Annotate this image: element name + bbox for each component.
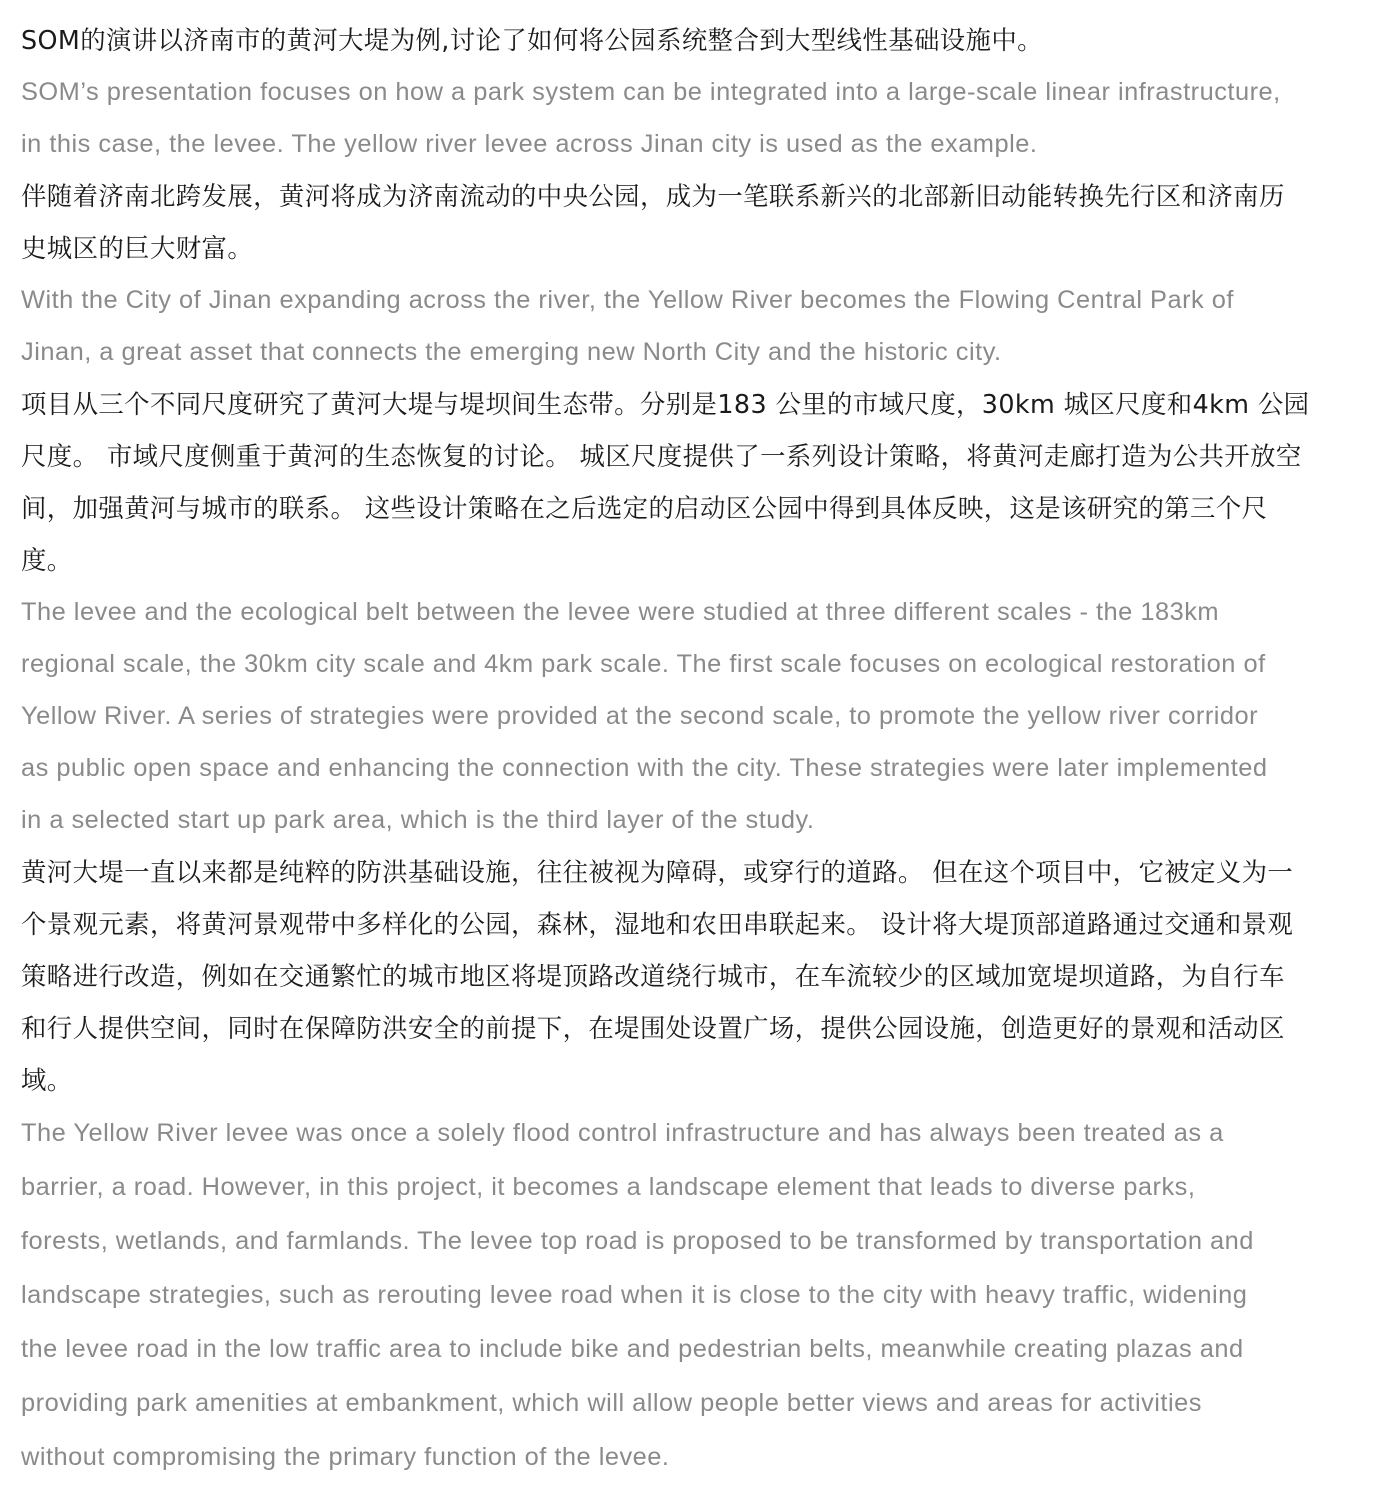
paragraph-2-english bbox=[21, 274, 1380, 378]
text-line: in a selected start up park area, which is the third layer of the study. bbox=[21, 806, 815, 834]
text-line: providing park amenities at embankment, which will allow people better views and areas for activities bbox=[21, 1389, 1202, 1417]
text-line: without compromising the primary function of the levee. bbox=[21, 1443, 670, 1471]
text-line: the levee road in the low traffic area to include bike and pedestrian belts, meanwhile creating plazas and bbox=[21, 1335, 1244, 1363]
text-line: With the City of Jinan expanding across the river, the Yellow River becomes the Flowing Central Park of bbox=[21, 286, 1234, 314]
text-line: SOM的演讲以济南市的黄河大堤为例,讨论了如何将公园系统整合到大型线性基础设施中。 bbox=[21, 25, 1043, 55]
text-line: landscape strategies, such as rerouting levee road when it is close to the city with heavy traffic, widening bbox=[21, 1281, 1248, 1309]
text-line: as public open space and enhancing the connection with the city. These strategies were later implemented bbox=[21, 754, 1268, 782]
text-line: Yellow River. A series of strategies were provided at the second scale, to promote the yellow river corridor bbox=[21, 702, 1259, 730]
paragraph-2-chinese bbox=[21, 170, 1380, 274]
text-line: 个景观元素，将黄河景观带中多样化的公园，森林，湿地和农田串联起来。 设计将大堤顶部道路通过交通和景观 bbox=[21, 909, 1294, 939]
paragraph-3-english bbox=[21, 586, 1380, 846]
text-line: 域。 bbox=[21, 1065, 73, 1095]
text-line: barrier, a road. However, in this project, it becomes a landscape element that leads to diverse parks, bbox=[21, 1173, 1196, 1201]
text-line: in this case, the levee. The yellow river levee across Jinan city is used as the example. bbox=[21, 130, 1038, 158]
paragraph-4-chinese bbox=[21, 846, 1380, 1106]
text-line: Jinan, a great asset that connects the emerging new North City and the historic city. bbox=[21, 338, 1002, 366]
text-line: 间，加强黄河与城市的联系。 这些设计策略在之后选定的启动区公园中得到具体反映，这是该研究的第三个尺 bbox=[21, 493, 1268, 523]
text-line: regional scale, the 30km city scale and 4km park scale. The first scale focuses on ecological restoration of bbox=[21, 650, 1266, 678]
text-line: 伴随着济南北跨发展，黄河将成为济南流动的中央公园，成为一笔联系新兴的北部新旧动能转换先行区和济南历 bbox=[21, 181, 1285, 211]
paragraph-1-chinese bbox=[21, 14, 1380, 66]
text-line: 尺度。 市域尺度侧重于黄河的生态恢复的讨论。 城区尺度提供了一系列设计策略，将黄河走廊打造为公共开放空 bbox=[21, 441, 1302, 471]
text-line: SOM’s presentation focuses on how a park system can be integrated into a large-scale linear infrastructure, bbox=[21, 78, 1281, 106]
paragraph-3-chinese bbox=[21, 378, 1380, 586]
text-line: 和行人提供空间，同时在保障防洪安全的前提下，在堤围处设置广场，提供公园设施，创造更好的景观和活动区 bbox=[21, 1013, 1285, 1043]
text-line: The levee and the ecological belt between the levee were studied at three different scales - the 183km bbox=[21, 598, 1220, 626]
text-line: 史城区的巨大财富。 bbox=[21, 233, 254, 263]
text-line: 黄河大堤一直以来都是纯粹的防洪基础设施，往往被视为障碍，或穿行的道路。 但在这个项目中，它被定义为一 bbox=[21, 857, 1294, 887]
paragraph-1-english bbox=[21, 66, 1380, 170]
text-line: 项目从三个不同尺度研究了黄河大堤与堤坝间生态带。分别是183 公里的市域尺度，30km 城区尺度和4km 公园 bbox=[21, 389, 1310, 419]
text-line: 度。 bbox=[21, 545, 73, 575]
text-line: 策略进行改造，例如在交通繁忙的城市地区将堤顶路改道绕行城市，在车流较少的区域加宽堤坝道路，为自行车 bbox=[21, 961, 1285, 991]
text-line: The Yellow River levee was once a solely flood control infrastructure and has always been treated as a bbox=[21, 1119, 1224, 1147]
text-line: forests, wetlands, and farmlands. The levee top road is proposed to be transformed by transportation and bbox=[21, 1227, 1254, 1255]
paragraph-4-english bbox=[21, 1106, 1380, 1484]
